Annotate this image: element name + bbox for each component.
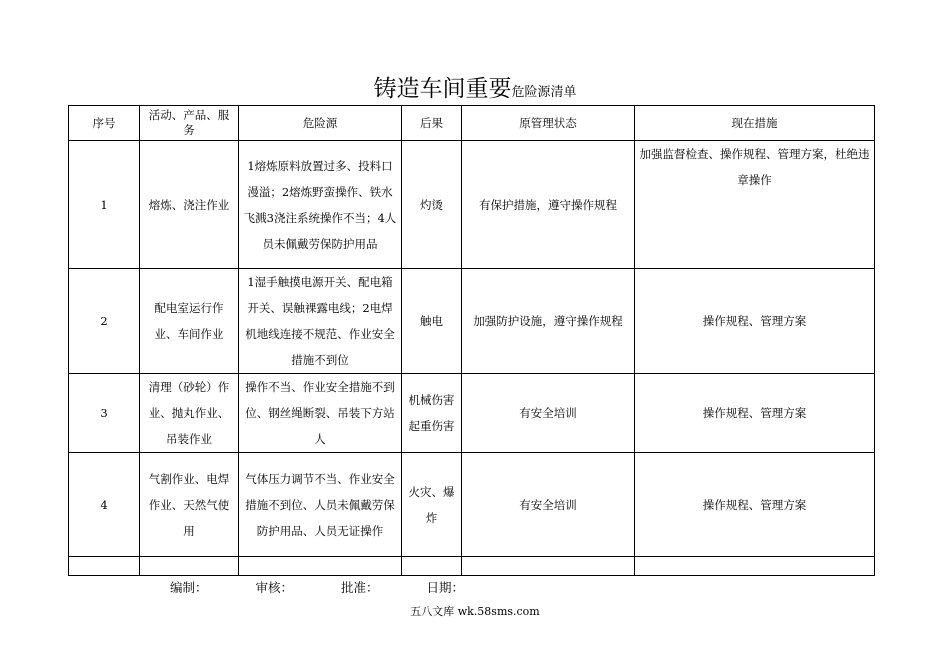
- title-sub: 危险源清单: [511, 85, 577, 100]
- signature-footer: [170, 578, 508, 596]
- empty-cell: [239, 557, 402, 576]
- header-cell-no: 序号: [69, 106, 140, 141]
- cell-original: 加强防护设施，遵守操作规程: [462, 269, 635, 374]
- cell-measures: 加强监督检查、操作规程、管理方案，杜绝违章操作: [635, 141, 875, 269]
- date-label: 日期：: [426, 580, 465, 595]
- table-row: [69, 374, 875, 453]
- cell-consequence: 机械伤害起重伤害: [402, 374, 462, 453]
- cell-measures: 操作规程、管理方案: [635, 374, 875, 453]
- prepared-by-label: 编制：: [170, 580, 208, 595]
- table-header-row: [69, 106, 875, 141]
- cell-original: 有保护措施，遵守操作规程: [462, 141, 635, 269]
- cell-hazard: 1湿手触摸电源开关、配电箱开关、误触裸露电线；2电焊机地线连接不规范、作业安全措施不到位: [239, 269, 402, 374]
- table-row: [69, 141, 875, 269]
- cell-no: 2: [69, 269, 140, 374]
- header-cell-hazard: 危险源: [239, 106, 402, 141]
- hazard-table: [68, 105, 875, 576]
- reviewed-by-label: 审核：: [255, 580, 294, 595]
- header-cell-activity: 活动、产品、服务: [140, 106, 239, 141]
- empty-cell: [402, 557, 462, 576]
- cell-no: 1: [69, 141, 140, 269]
- table-row: [69, 453, 875, 557]
- empty-cell: [635, 557, 875, 576]
- cell-measures: 操作规程、管理方案: [635, 453, 875, 557]
- cell-hazard: 气体压力调节不当、作业安全措施不到位、人员未佩戴劳保防护用品、人员无证操作: [239, 453, 402, 557]
- cell-hazard: 操作不当、作业安全措施不到位、钢丝绳断裂、吊装下方站人: [239, 374, 402, 453]
- empty-cell: [69, 557, 140, 576]
- table-row-empty: [69, 557, 875, 576]
- cell-activity: 熔炼、浇注作业: [140, 141, 239, 269]
- cell-original: 有安全培训: [462, 453, 635, 557]
- cell-activity: 配电室运行作业、车间作业: [140, 269, 239, 374]
- cell-no: 4: [69, 453, 140, 557]
- empty-cell: [140, 557, 239, 576]
- cell-original: 有安全培训: [462, 374, 635, 453]
- empty-cell: [462, 557, 635, 576]
- table-row: [69, 269, 875, 374]
- cell-activity: 气割作业、电焊作业、天然气使用: [140, 453, 239, 557]
- cell-consequence: 灼烫: [402, 141, 462, 269]
- header-cell-consequence: 后果: [402, 106, 462, 141]
- title-main: 铸造车间重要: [373, 76, 512, 102]
- cell-measures: 操作规程、管理方案: [635, 269, 875, 374]
- approved-by-label: 批准：: [341, 580, 379, 595]
- document-title: [0, 74, 950, 108]
- source-watermark: 五八文库 wk.58sms.com: [410, 605, 540, 618]
- cell-consequence: 火灾、爆炸: [402, 453, 462, 557]
- header-cell-original: 原管理状态: [462, 106, 635, 141]
- cell-hazard: 1熔炼原料放置过多、投料口漫溢；2熔炼野蛮操作、铁水飞溅3浇注系统操作不当；4人员未佩戴劳保防护用品: [239, 141, 402, 269]
- cell-consequence: 触电: [402, 269, 462, 374]
- cell-activity: 清理（砂轮）作业、抛丸作业、吊装作业: [140, 374, 239, 453]
- header-cell-measures: 现在措施: [635, 106, 875, 141]
- cell-no: 3: [69, 374, 140, 453]
